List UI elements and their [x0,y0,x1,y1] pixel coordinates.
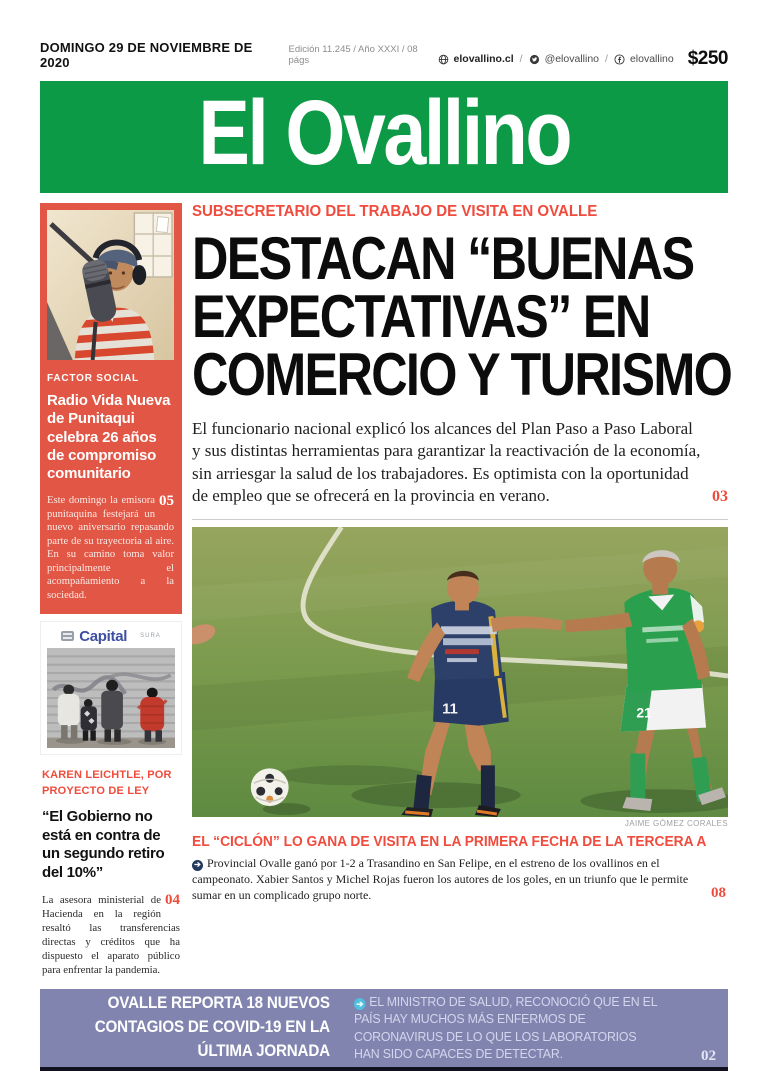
radio-story-card [40,203,182,614]
capital-ad [40,621,182,755]
retiro-summary-text: La asesora ministerial de Hacienda en la región resaltó las transferencias directas y créditos que ha dispuesto el aparato público para enfrentar la pandemia. [42,893,180,977]
masthead [40,81,728,193]
lead-page-number: 03 [712,487,728,505]
afp-capital-logo-icon [61,631,74,641]
social-links [438,53,674,65]
date-edition [40,40,438,70]
covid-banner-text: EL MINISTRO DE SALUD, RECONOCIÓ QUE EN EL PAÍS HAY MUCHOS MÁS ENFERMOS DE CORONAVIRUS DE LO QUE LOS LABORATORIOS HAN SIDO CAPACES DE DETECTAR. [353,993,657,1062]
divider [192,519,728,520]
retiro-story [40,768,182,977]
photo-credit: JAIME GÓMEZ CORALES [624,819,728,828]
capital-brand: Capital [79,627,128,645]
newspaper-title: El Ovallino [198,82,570,184]
covid-banner-body [354,993,662,1063]
retiro-kicker: KAREN LEICHTLE, POR PROYECTO DE LEY [42,769,172,797]
soccer-match-photo [192,527,728,817]
radio-kicker: FACTOR SOCIAL [47,373,139,384]
capital-partner: SURA [140,633,161,640]
facebook-handle: elovallino [629,53,674,65]
ad-photo [47,648,175,748]
lead-kicker: SUBSECRETARIO DEL TRABAJO DE VISITA EN OVALLE [192,203,598,220]
twitter-icon [529,54,540,65]
radio-headline: Radio Vida Nueva de Punitaqui celebra 26 años de compromiso comunitario [47,392,171,483]
caption-body [192,856,728,903]
jersey-number-left: 11 [442,700,458,718]
lead-summary [192,418,728,508]
contact-price [438,48,728,70]
top-bar [40,40,728,70]
website-link: elovallino.cl [453,53,514,65]
globe-icon [438,54,449,65]
radio-page-number: 05 [159,493,174,510]
covid-banner-body-wrap [348,987,716,1070]
caption-kicker: EL “CICLÓN” LO GANA DE VISITA EN LA PRIMERA FECHA DE LA TERCERA A [192,834,707,850]
retiro-headline: “El Gobierno no está en contra de un segundo retiro del 10%” [42,807,165,882]
jersey-number-right: 21 [636,704,652,721]
covid-banner-headline: OVALLE REPORTA 18 NUEVOS CONTAGIOS DE COVID-19 EN LA ÚLTIMA JORNADA [94,994,330,1061]
covid-banner [40,989,728,1067]
left-column [40,203,182,977]
content-columns [40,203,732,977]
radio-summary [47,494,174,602]
radio-summary-text: Este domingo la emisora punitaquina festejará un nuevo aniversario repasando parte de su trayectoria al aire. En su camino toma valor principalmente el acompañamiento a la sociedad. [47,495,174,601]
lead-headline-line: EXPECTATIVAS” EN [192,283,650,351]
lead-headline-line: COMERCIO Y TURISMO [192,341,732,409]
twitter-handle: @elovallino [544,53,600,65]
separator: / [519,53,523,65]
radio-host-photo [47,210,174,360]
lead-headline [192,225,732,409]
lead-headline-line: DESTACAN “BUENAS [192,225,694,292]
covid-banner-headline-wrap [50,992,348,1064]
lead-summary-text: El funcionario nacional explicó los alcances del Plan Paso a Paso Laboral y sus distintas herramientas para garantizar la reactivación de la economía, sin arriesgar la salud de los trabajadores. Es optimista con la oportunidad de empleo que se ofrecerá en la provincia en verano. [192,418,701,506]
capital-logo-row [47,627,175,645]
arrow-icon: ➔ [192,860,203,871]
covid-banner-page-number: 02 [701,1048,716,1065]
caption-page-number: 08 [711,884,726,901]
caption-text: Provincial Ovalle ganó por 1-2 a Trasandino en San Felipe, en el estreno de los ovallinos en el campeonato. Xabier Santos y Michel Rojas fueron los autores de los goles, en un triunfo que le permite sumar en un complicado grupo norte. [192,856,689,902]
edition-info: Edición 11.245 / Año XXXI / 08 págs [288,44,418,66]
price: $250 [687,48,728,69]
facebook-icon [614,54,625,65]
retiro-summary [42,893,180,977]
issue-date: DOMINGO 29 DE NOVIEMBRE DE 2020 [40,40,253,70]
arrow-icon: ➔ [354,998,365,1010]
lead-story [192,203,732,977]
retiro-page-number: 04 [165,891,180,908]
separator: / [605,53,608,65]
